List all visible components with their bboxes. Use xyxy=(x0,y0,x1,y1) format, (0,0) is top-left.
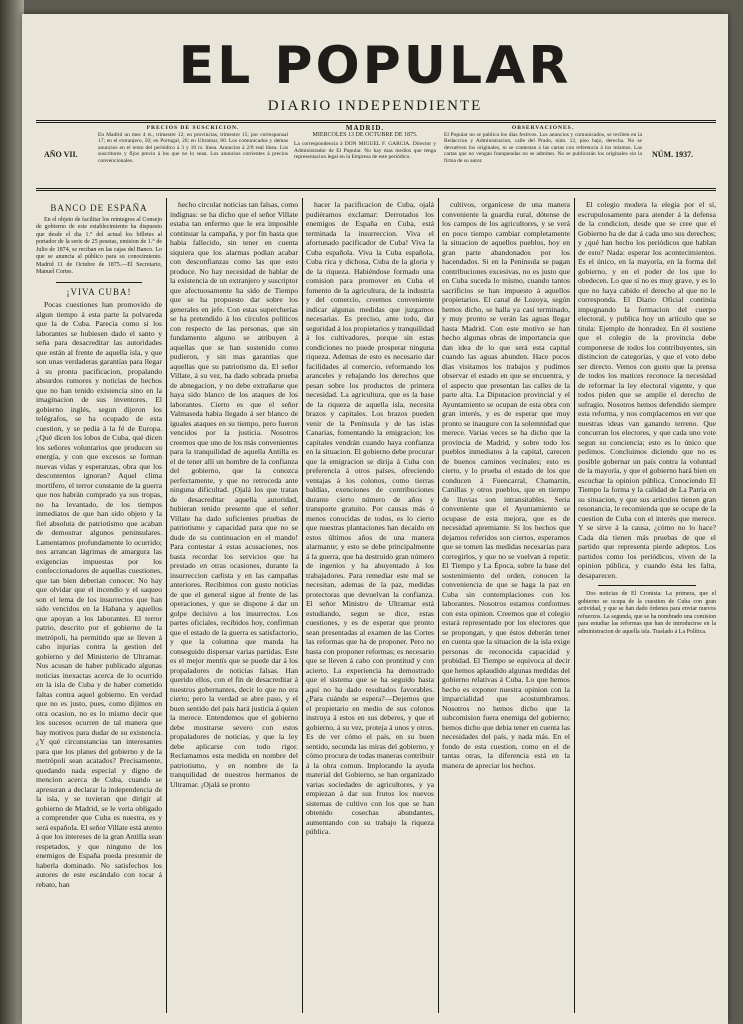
column-1 xyxy=(36,200,162,1010)
separator xyxy=(56,282,142,283)
column-1-text: Pocas cuestiones han promovido de algun tiempo á esta parte la polvareda que la de Cuba. Parecia como si los laborantes se hubiesen dado el santo y seña para desacreditar las autoridades que están al frente de aquella isla, y que son unas verdaderas garantías para llegar á su pronta pacificacion, propalando absurdos rumores y noticias de hechos que no han tenido existencia sino en la imaginacion de sus inventores. El gobierno inglés, segun dijeron los telégrafos, se ha ocupado de esta cuestion, y se pedia á la fé de Europa. ¿Qué dicen los lobos de Cuba, qué dicen los señores voluntarios que producen su energía, y con que excesos se forman nuevas vidas y esperanzas, obra que los descontentos ignoran? Aquel clima mortífero, el terror constante de la guerra que nos habrán comprado ya sus tropas, no ha levantado, de los tiempos inmediatos de que han sido objeto y la fiel absoluta de patriotismo que acaban de demostrar algunos peninsulares. Lamentamos profundamente lo ocurrido; nos arrancan lágrimas de amargura las exigencias impuestas por los confeccionadores de aquellas cuestiones, que tan bien deberian conocer. No hay que olvidar que el incendio y el saqueo son el lema de los insurrectos que han sido vencidos en la Habana y aquellos que apoyan a los laborantes. El terror patrio, descrito por el gobierno de la metrópoli, ha permitido que se lleven á cabo injurias contra la gestion del gobierno y del Ministerio de Ultramar. Nos acusan de haber publicado algunas noticias inexactas acerca de lo ocurrido en la isla de Cuba y de haber cometido faltas contra aquel gobierno. En verdad que no es justo, pues, como dijimos en otra ocasion, no es lo mismo decir que los sucesos ocurren de tal manera que hay motivos para dudar de su existencia. ¿Y qué circunstancias tan interesantes para que los planes del gobierno y de la metrópoli sean acatados? Precisamente, quedando nada especial y digno de mencion acerca de Cuba, cuando se apresuran a declarar la independencia de la isla, y se tuvieran que dirigir al gobierno de Madrid, se le veria obligado a comprender que Cuba es nuestra, es y será española. El señor Villate está atento á que los intereses de la gran Antilla sean respetados, y que ninguno de los enemigos de España pueda presumir de haberla dominado. No satisfechos los autores de este escándalo con tocar á rebato, han xyxy=(36,300,162,889)
year-label: AÑO VII. xyxy=(44,150,78,159)
column-5-notice: Dos noticias de El Cronista: La primera, que el gobierno se ocupa de la cuestion de Cuba con gran actividad, y que se han dado órdenes para enviar nuevos refuerzos. La segunda, que se ha nombrado una comision para estudiar las reformas que han de introducirse en la administracion de aquella isla. Traslado á La Política. xyxy=(578,591,716,635)
column-4 xyxy=(442,200,570,1010)
article-title-viva-cuba: ¡VIVA CUBA! xyxy=(66,286,132,297)
city: MADRID. xyxy=(345,125,385,132)
column-3 xyxy=(306,200,434,1010)
header-top-rule xyxy=(36,120,716,123)
issue-date: MIERCOLES 13 DE OCTUBRE DE 1875. xyxy=(312,131,418,138)
separator xyxy=(598,585,696,586)
subscription-prices xyxy=(98,125,288,183)
column-5 xyxy=(578,200,716,1010)
column-3-text: hacer la pacificacion de Cuba, ojalá pudiéramos exclamar: Derrotados los enemigos de España en Cuba, está terminada la insurreccion. Viva el afortunado pacificador de Cuba! Viva la Cuba española. Viva la Cuba española, Cuba rica y dichosa, Cuba de la gloria y de la riqueza. Habiéndose formado una comision para promover en Cuba el fomento de la agricultura, de la industria y del comercio, creemos conveniente indicar algunas medidas que juzgamos necesarias. Es preciso, ante todo, dar seguridad á los propietarios y tranquilidad á los cultivadores, porque sin estas condiciones no puede prosperar ninguna riqueza. Ademas de esto es necesario dar facilidades al comercio, reformando los aranceles y rebajando los derechos que pesan sobre los productos de primera necesidad. La agricultura, que es la base de la riqueza de aquella isla, necesita brazos y capitales. Los brazos pueden venir de la Península y de las islas Canarias, fomentando la emigracion; los capitales vendrán cuando haya confianza en la situacion. El gobierno debe procurar que la emigracion se dirija á Cuba con preferencia á otros países, ofreciendo ventajas á los colonos, como tierras baldías, exenciones de contribuciones durante cierto número de años y transporte gratuito. Por causas más ó menos conocidas de todos, es lo cierto que nuestras plantaciones han decaído en estos últimos años de una manera alarmante; y esto se debe principalmente á la guerra, que ha destruido gran número de ingenios y ha ahuyentado á los trabajadores. Para remediar este mal se necesitan, ademas de la paz, medidas protectoras que devuelvan la confianza. El señor Ministro de Ultramar está estudiando, segun se dice, estas cuestiones, y es de esperar que pronto sean presentadas al examen de las Cortes las reformas que ha de proponer. Pero no basta con proponer reformas; es necesario que se lleven á cabo con prontitud y con acierto. La experiencia ha demostrado que el sistema que se ha seguido hasta aquí no ha dado resultados favorables. ¿Para cuándo se espera?—Dejemos que el propietario en medio de sus colonos instruya á estos en sus deberes, y que el gobierno, á su vez, proteja á unos y otros. Es de ver cómo el país, en su buen sentido, secunda las miras del gobierno, y cómo procura de todas maneras contribuir á la obra comun. Implorando la ayuda material del Gobierno, se han organizado varias sociedades de agricultores, y ya empiezan á dar sus frutos los nuevos sistemas de cultivo con los que se han obtenido cosechas abundantes, aumentando con su trabajo la riqueza pública. xyxy=(306,200,434,836)
header-bottom-rule xyxy=(36,188,716,191)
masthead: EL POPULAR xyxy=(178,36,572,96)
column-5-text: El colegio modera la elegia por el sí, escrupulosamente para atender á la defensa de la condicion, desde que se cree que el Gobierno ha de dar á cada uno sus derechos; y ¿qué han hecho los periódicos que hablan de esto? Nada: esperar los acontecimientos. Es el único, en la mayoría, en la forma del gobierno, y en el poder de los que lo obedecen. Lo que sí no es muy grave, y es lo que no haya cabido el derecho al que no le corresponda. El Diario Oficial continúa impugnando la formacion del cuerpo electoral, y publica hoy un artículo que se titula: Ejemplo de honradez. En él sostiene que el colegio de la provincia debe componerse de todos los contribuyentes, sin distincion de categorías, y que el voto debe ser directo. Vemos con gusto que la prensa de todos los matices reconoce la necesidad de reformar la ley electoral vigente, y que todos piden que se amplíe el derecho de sufragio. Nosotros hemos defendido siempre esta reforma, y nos complacemos en ver que nuestras ideas van ganando terreno. Que concurran los electores, y que cada uno vote segun su conciencia; esto es lo único que pedimos. Concluimos diciendo que no es posible gobernar un país contra la voluntad de la mayoría, y que el gobierno hará bien en escuchar la opinion pública. Conociendo El Tiempo la forma y la calidad de La Patria en su situacion, y que sus artículos tienen gran resonancia, le recomienda que se ocupe de la cuestion de Cuba con el interés que merece. Y se sirve á la causa, ¿cómo no lo hace? Cada dia tienen más pruebas de que el partido que representa pierde adeptos. Los partidos como los periódicos, viven de la opinion pública, y cuando ésta les falta, desaparecen. xyxy=(578,200,716,580)
prices-text: En Madrid un mes 4 rs., trimestre 12; en provincias, trimestre 15; por corresponsal 17; en el extranjero, 50; en Portugal, 20; en Ultramar, 80. Los comunicados y demas anuncios en el texto del periódico á 3 y 10 rs. línea. Anuncios á 2/8 real línea. Los suscritores y fijos precio á los que no lo sean. Los anuncios corrientes á precios convencionales. xyxy=(98,131,288,164)
column-divider xyxy=(166,198,167,1013)
column-2 xyxy=(170,200,298,1010)
book-binding xyxy=(0,0,24,1024)
observations-title: OBSERVACIONES. xyxy=(511,125,575,131)
banco-text: En el objeto de facilitar los reintegros al Consejo de gobierno de este establecimiento ha dispuesto que desde el dia 1.° del actual los billetes al portador de la serie de 25 pesetas, emision de 1.° de Julio de 1874, se reciban en las cajas del Banco. Lo que se anuncia al público para su conocimiento. Madrid 11 de Octubre de 1875.—El Secretario, Manuel Cortes. xyxy=(36,216,162,275)
correspondence-text: La correspondencia á DON MIGUEL F. GARCIA. Director y Administrador de El Popular. No hay mas medios que tenga representacion legal en la Empresa de este periódico. xyxy=(294,141,436,161)
observations xyxy=(444,125,642,183)
article-title-banco: BANCO DE ESPAÑA xyxy=(50,203,148,213)
newspaper-page xyxy=(22,14,728,1024)
column-4-text: cultivos, organícese de una manera conveniente la guardia rural, dótense de los campos de los agricultores, y se verá en poco tiempo cambiar completamente la situacion de aquellos pueblos, hoy en gran parte abandonados por los hacendados. Si en la Península se pagan contribuciones excesivas, no es justo que en Cuba suceda lo mismo, cuando tantos sacrificios se han impuesto á aquellos propietarios. El canal de Lozoya, según hemos dicho, se halla ya casi terminado, y muy pronto se verán las aguas llegar hasta Madrid. Con este motivo se han hecho algunas obras de importancia que dan idea de lo que será esta capital cuando las aguas abunden. Hace pocos dias visitamos los trabajos y pudimos observar el estado en que se encuentra, y el aspecto que presentan las calles de la parte alta. La Diputacion provincial y el Ayuntamiento se ocupan de esta obra con gran interés, y es de esperar que muy pronto se inaugure con la solemnidad que merece. Varias veces se ha dicho que la provincia de Madrid, y sobre todo los pueblos inmediatos á la capital, carecen de buenos caminos vecinales; esto es cierto, y lo prueba el estado de los que conducen á Fuencarral, Chamartin, Canillas y otros pueblos, que en tiempo de lluvias son intransitables. Seria conveniente que el Ayuntamiento se ocupase de esta mejora, que es de necesidad apremiante. Si los hechos que dejamos referidos son ciertos, esperamos que se tomen las medidas necesarias para corregirlos, y que no se vuelvan á repetir. El Tiempo y La Época, sobre la base del sostenimiento del orden, conocen la conveniencia de que se haga la paz en Cuba sin contemplaciones con los laborantes. Nosotros estamos conformes con esta opinion. Creemos que el colegio estará representado por los electores que se propongan, y que éstos deberán tener en cuenta que la situacion de la isla exige personas de reconocida capacidad y probidad. El Tiempo se equivoca al decir que hemos aplaudido algunas medidas del gobierno relativas á Cuba. Lo que hemos hecho es exponer nuestra opinion con la imparcialidad que acostumbramos. Nosotros no hemos dicho que la subcomision fuera enemiga del gobierno; hemos dicho que debia tener en cuenta las necesidades del país, y nada más. En el fondo de esta cuestion, como en el de tantas otras, la diferencia está en la manera de apreciar los hechos. xyxy=(442,200,570,770)
issue-number: NÚM. 1937. xyxy=(652,150,694,159)
column-divider xyxy=(438,198,439,1013)
column-divider xyxy=(302,198,303,1013)
column-2-text: hecho circular noticias tan falsas, como indignas: se ha dicho que el señor Villate estaba tan enfermo que le era imposible continuar la campaña, y por fin hasta que habia fallecido, sin tener en cuenta siquiera que los alarmas podian acabar con desconfianzas como las que esto produce. No hay necesidad de hablar de la existencia de un extranjero y suscriptor que afectuosamente ha sido de Tiempo que se ha propuesto dar sobre los generales en jefe. Con estas supercherías se ha pretendido á los círculos políticos con respecto de las personas, que sin fundamento alguno se atribuyen á aquellas que se han sostenido como pudieron, y sin mas garantías que aquellas que su patriotismo da. El señor Villate, á su vez, ha dado sobrada prueba de abnegacion, y no debe extrañarse que haya sido blanco de los ataques de los laborantes. Cierto es que el señor Valmaseda habia llegado á ser blanco de iguales ataques en su tiempo, pero fueron vencidos por la justicia. Nosotros creemos que uno de los más convenientes para la tranquilidad de aquella Antilla es el de tener allí un hombre de la confianza del gobierno, que la conozca perfectamente, y que no retroceda ante ninguna dificultad. ¡Ojalá los que tratan de desacreditar aquella autoridad, hubieran tenido presente que el señor Villate ha dado suficientes pruebas de patriotismo y capacidad para que no se dude de su continuacion en el mando! Para contestar á estas acusaciones, nos basta recordar los servicios que ha prestado en otras ocasiones, durante la insurreccion carlista y en las campañas anteriores. Recibimos con gusto noticias de que el general sigue al frente de las operaciones, y que se dispone á dar un golpe decisivo a los insurrectos. Los partes oficiales, recibidos hoy, confirman que el estado de la guerra es satisfactorio, y que la columna que manda ha conseguido dispersar varias partidas. Este es el mejor mentís que se puede dar á los propaladores de noticias falsas. Han querido ellos, con el fin de desacreditar á nuestros gobernantes, decir lo que no era cierto; pero la verdad se abre paso, y el buen sentido del pais hará justicia á quien la merece. Entendemos que el gobierno debe mostrarse severo con estos propaladores de noticias, y que la ley debe aplicarse con todo rigor. Reclamamos esta medida en nombre del patriotismo, y en nombre de la tranquilidad de nuestros hermanos de Ultramar. ¡Ojalá se pronto xyxy=(170,200,298,789)
prices-title: PRECIOS DE SUSCRICION. xyxy=(146,125,240,131)
subtitle: DIARIO INDEPENDIENTE xyxy=(267,98,483,114)
column-divider xyxy=(574,198,575,1013)
city-date-box xyxy=(294,125,436,183)
observations-text: El Popular no se publica los dias festivos. Los anuncios y comunicados, se reciben en la Redaccion y Administracion, calle del Prado, núm. 12, piso bajo, derecha. No se devuelven los originales, ni se contestan á las cartas con referencia á los mismos. Las cartas que no vengan franqueadas no se admiten. No se publicarán los originales sin la firma de su autor. xyxy=(444,131,642,164)
